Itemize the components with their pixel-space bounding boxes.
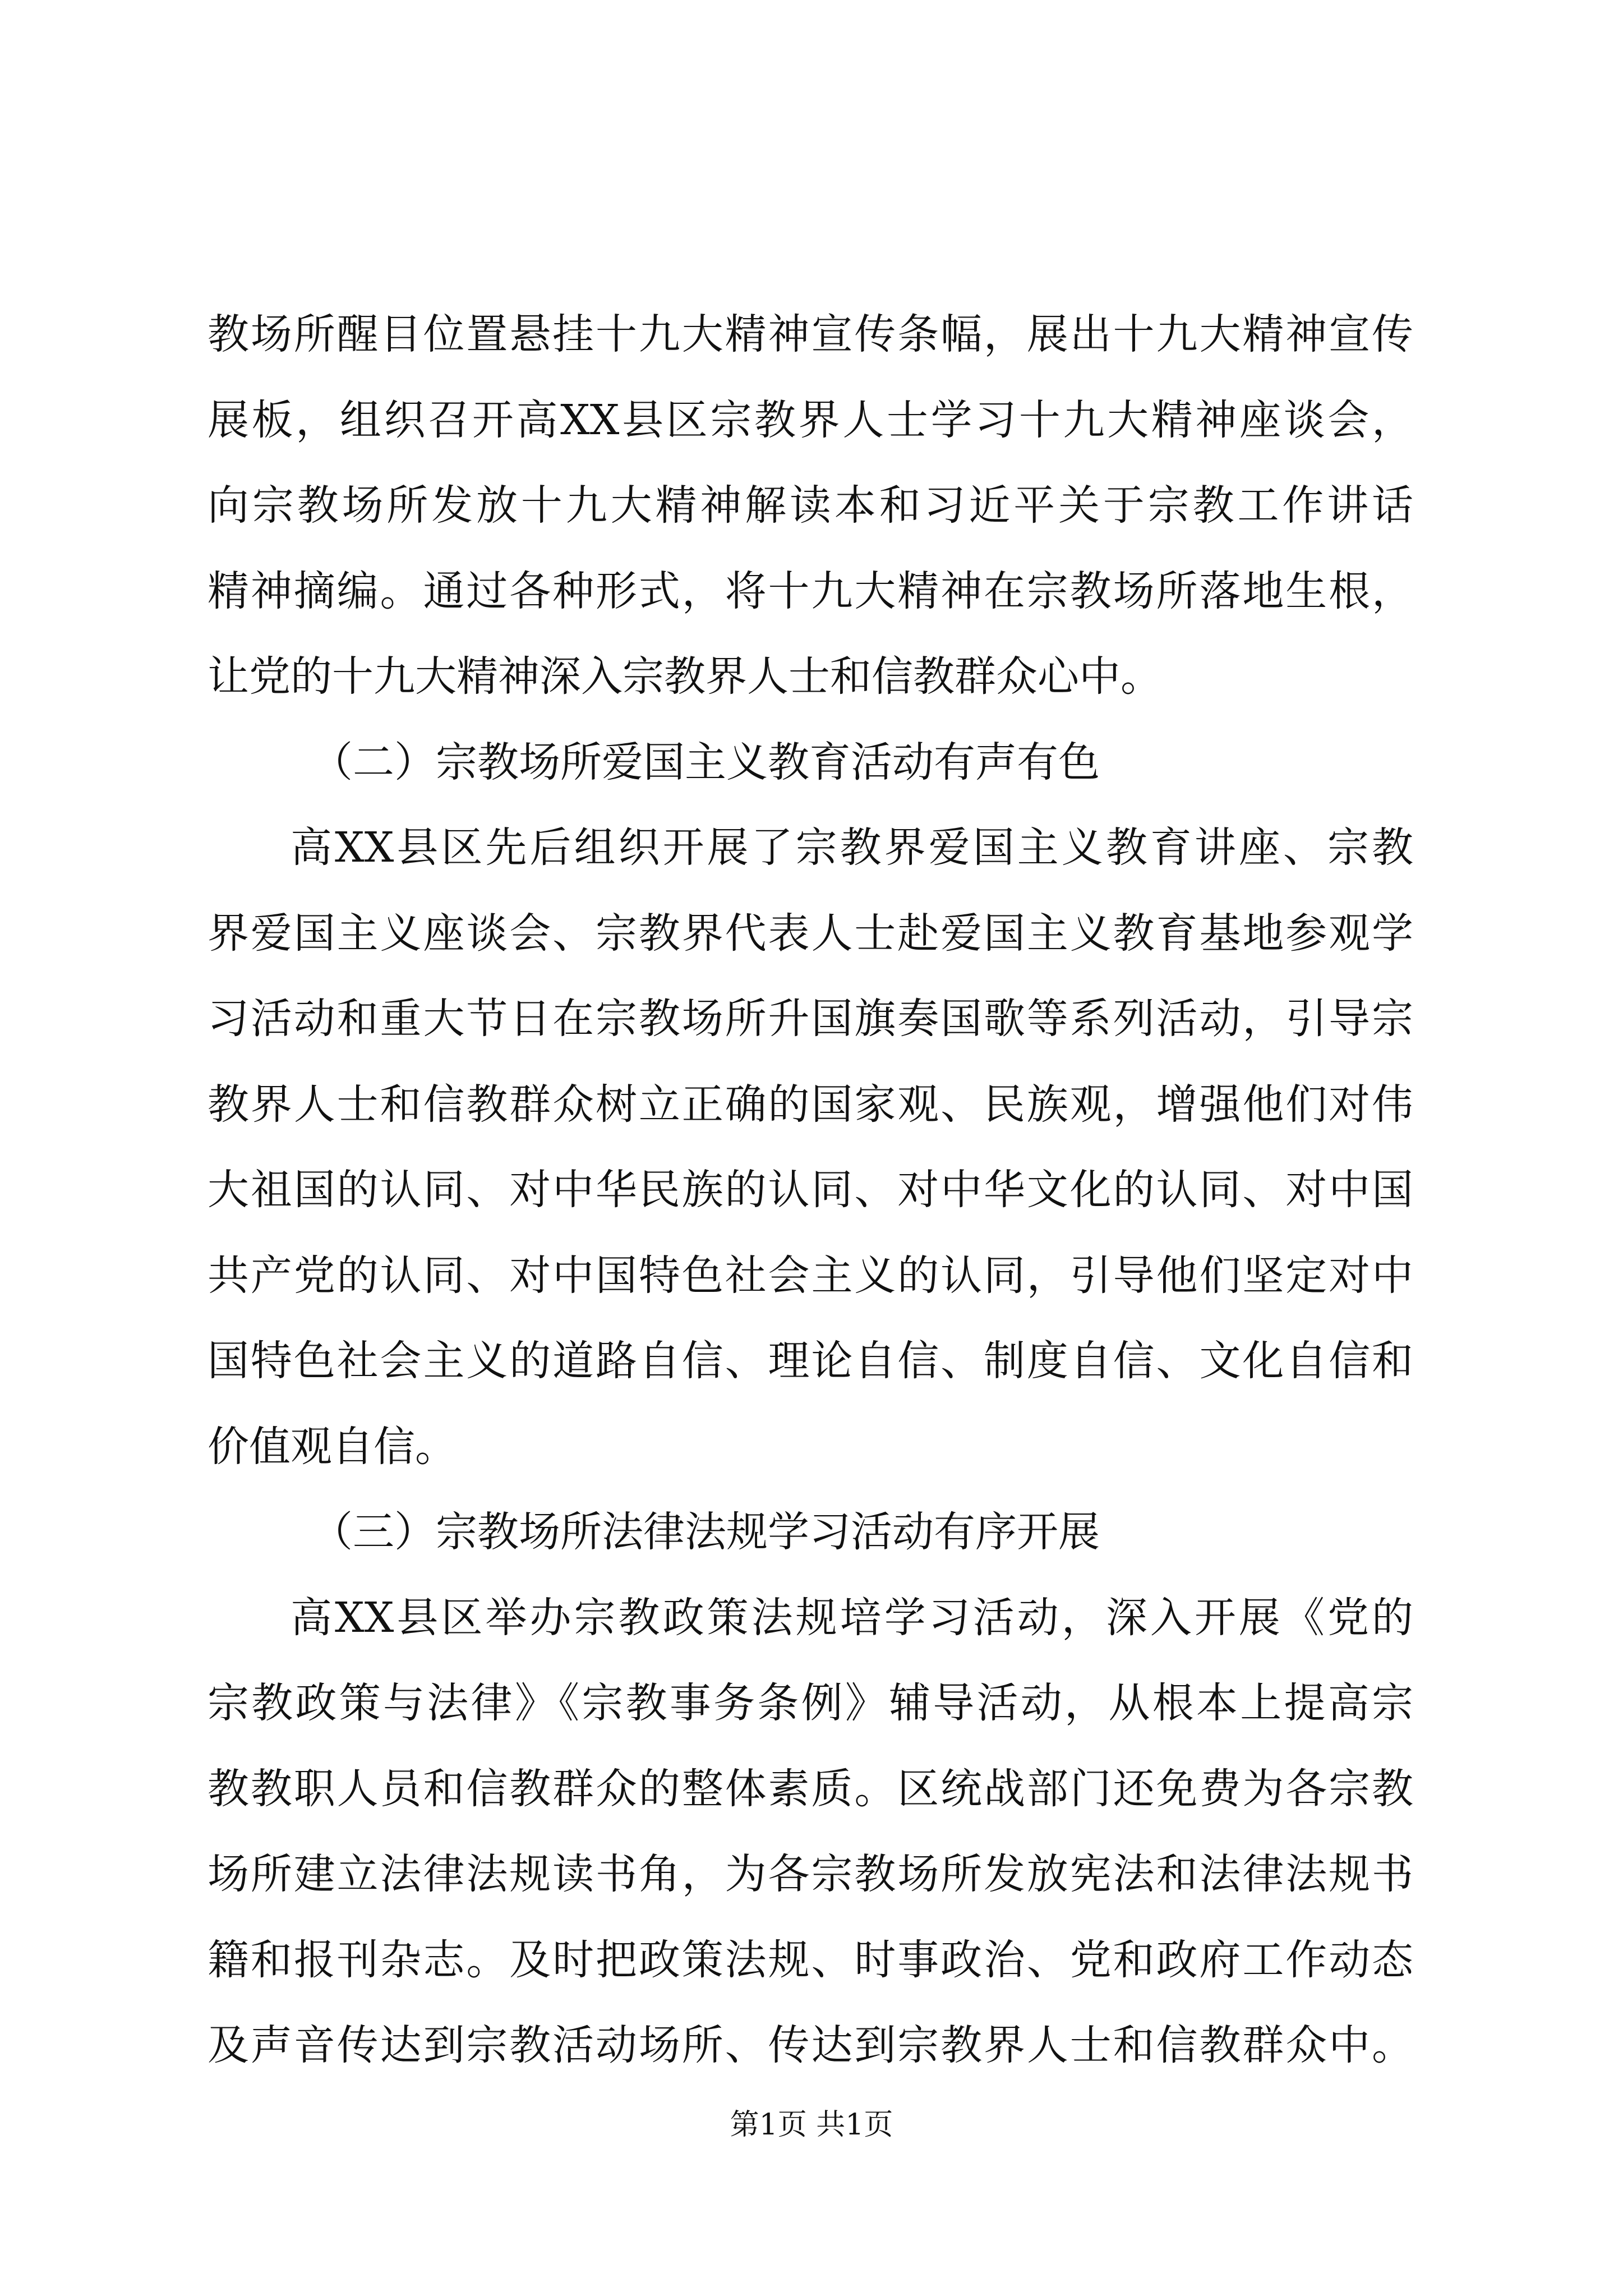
text-line: 场所建立法律法规读书角，为各宗教场所发放宪法和法律法规书 [208, 1850, 1413, 1898]
text-line: 大祖国的认同、对中华民族的认同、对中华文化的认同、对中国 [208, 1166, 1413, 1214]
text-line: 精神摘编。通过各种形式，将十九大精神在宗教场所落地生根， [208, 567, 1413, 615]
text-line: 籍和报刊杂志。及时把政策法规、时事政治、党和政府工作动态 [208, 1935, 1413, 1984]
text-line: 价值观自信。 [208, 1422, 457, 1471]
text-line: 教场所醒目位置悬挂十九大精神宣传条幅，展出十九大精神宣传 [208, 310, 1413, 358]
text-line: 教界人士和信教群众树立正确的国家观、民族观，增强他们对伟 [208, 1080, 1413, 1129]
text-line: 教教职人员和信教群众的整体素质。区统战部门还免费为各宗教 [208, 1764, 1413, 1813]
section-heading: （三）宗教场所法律法规学习活动有序开展 [311, 1508, 1100, 1556]
page-footer: 第1页 共1页 [730, 2108, 893, 2142]
section-heading: （二）宗教场所爱国主义教育活动有声有色 [311, 738, 1100, 786]
text-line: 界爱国主义座谈会、宗教界代表人士赴爱国主义教育基地参观学 [208, 909, 1413, 958]
text-line: 及声音传达到宗教活动场所、传达到宗教界人士和信教群众中。 [208, 2021, 1413, 2069]
paragraph-first-line: 高XX县区先后组织开展了宗教界爱国主义教育讲座、宗教 [291, 823, 1413, 872]
text-line: 向宗教场所发放十九大精神解读本和习近平关于宗教工作讲话 [208, 481, 1413, 530]
text-line: 共产党的认同、对中国特色社会主义的认同，引导他们坚定对中 [208, 1251, 1413, 1300]
document-body [208, 292, 1413, 2088]
text-line: 展板，组织召开高XX县区宗教界人士学习十九大精神座谈会， [208, 395, 1413, 444]
text-line: 国特色社会主义的道路自信、理论自信、制度自信、文化自信和 [208, 1337, 1413, 1385]
text-line: 习活动和重大节日在宗教场所升国旗奏国歌等系列活动，引导宗 [208, 995, 1413, 1043]
paragraph-first-line: 高XX县区举办宗教政策法规培学习活动，深入开展《党的 [291, 1593, 1413, 1642]
text-line: 让党的十九大精神深入宗教界人士和信教群众心中。 [208, 652, 1162, 701]
text-line: 宗教政策与法律》《宗教事务条例》辅导活动，从根本上提高宗 [208, 1679, 1413, 1727]
